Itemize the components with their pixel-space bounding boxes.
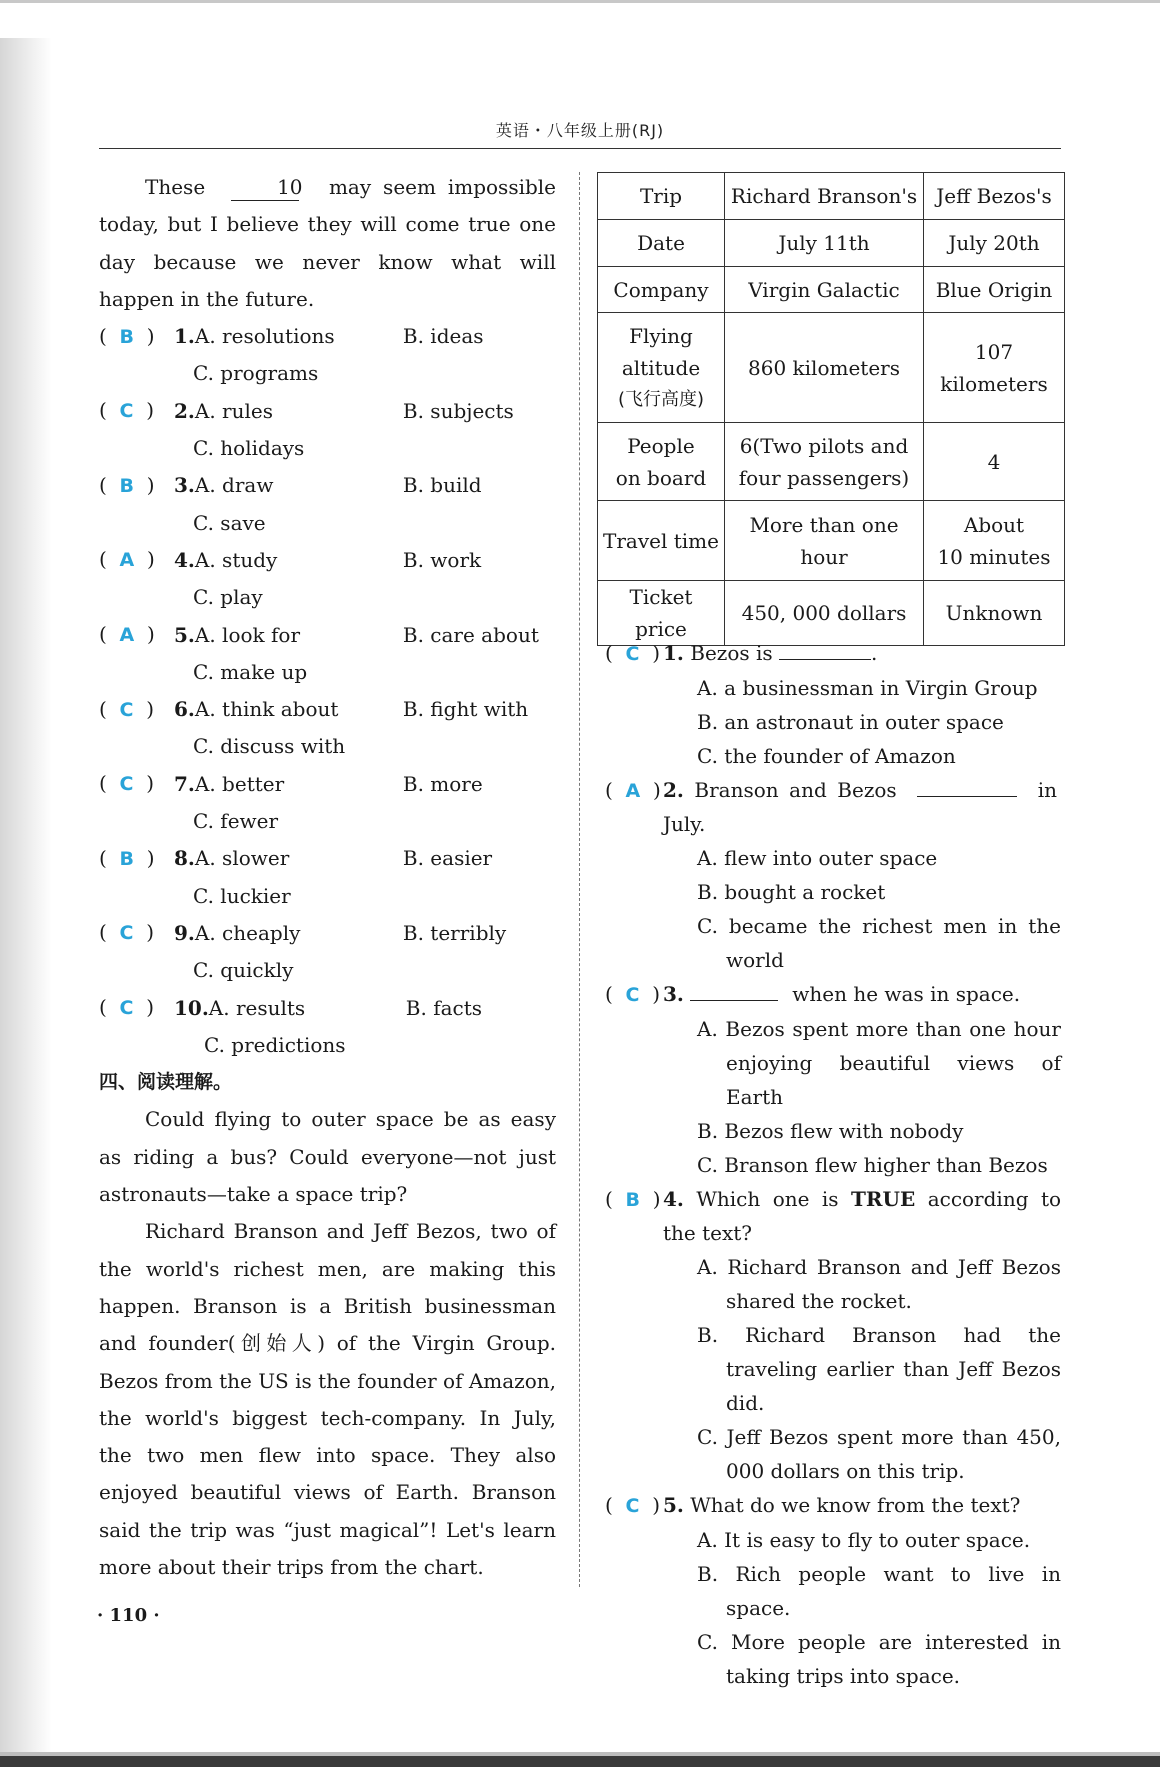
question-number: 4.: [174, 547, 195, 572]
cloze-question: [99, 766, 556, 803]
cloze-blank: 10: [231, 174, 299, 201]
option-b: B. work: [402, 547, 482, 572]
answer-mark: B: [119, 325, 135, 348]
page-top-edge: [0, 0, 1160, 3]
reading-question: [605, 773, 1061, 977]
question-stem: [663, 977, 1061, 1011]
answer-mark: C: [119, 922, 134, 945]
header-rule: [99, 148, 1061, 149]
answer-paren: ( B ): [99, 845, 155, 870]
question-number: 9.: [174, 920, 195, 945]
table-cell-line: 6(Two pilots and: [739, 433, 909, 458]
table-header-cell: Jeff Bezos's: [924, 173, 1065, 220]
option-a: A. draw: [194, 473, 274, 498]
question-stem: [663, 1182, 1061, 1250]
right-column: [605, 636, 1061, 1693]
question-number: 8.: [174, 846, 195, 871]
stem-text: when he was in space.: [792, 982, 1021, 1006]
option-b: B. build: [402, 473, 482, 498]
question-number: 7.: [174, 771, 195, 796]
table-cell: [924, 501, 1065, 581]
question-number: 10.: [174, 995, 209, 1020]
reading-paragraph: Could flying to outer space be as easy as riding a bus? Could everyone—not just astronauts—take a space trip?: [99, 1107, 556, 1207]
option-a: A. cheaply: [194, 920, 301, 945]
table-cell: July 11th: [725, 220, 924, 267]
answer-paren: ( B ): [99, 472, 155, 497]
option: B. Rich people want to live in space.: [697, 1562, 1061, 1620]
question-stem-row: [605, 977, 1061, 1012]
answer-paren: ( C ): [99, 771, 155, 796]
option: C. More people are interested in taking trips into space.: [697, 1630, 1061, 1688]
table-cell: [725, 423, 924, 501]
option-a: A. better: [194, 771, 285, 796]
option-b: B. more: [402, 771, 483, 796]
table-cell-line: on board: [615, 465, 707, 490]
question-number: 3.: [174, 473, 195, 498]
table-cell-line: More than one: [749, 512, 899, 537]
answer-mark: B: [625, 1189, 641, 1211]
table-cell: [598, 313, 725, 423]
trip-comparison-table: [597, 172, 1065, 646]
table-row: [598, 220, 1065, 267]
option: A. a businessman in Virgin Group: [697, 676, 1038, 700]
answer-mark: A: [119, 624, 135, 647]
table-cell: [598, 423, 725, 501]
question-number: 3.: [663, 982, 684, 1006]
column-divider: [579, 172, 580, 1587]
option: B. Bezos flew with nobody: [697, 1119, 964, 1143]
reading-paragraph: Richard Branson and Jeff Bezos, two of the world's richest men, are making this happen. Branson is a British businessman and founder(创始人) of the Virgin Group. Bezos from the US is the founder of Amazon, the world's biggest tech-company. In July, the two men flew into space. They also enjoyed beautiful views of Earth. Branson said the trip was “just magical”! Let's learn more about their trips from the chart.: [99, 1219, 556, 1579]
option-b: B. subjects: [402, 398, 514, 423]
option-list: [605, 1523, 1061, 1693]
stem-text: according to the text?: [663, 1187, 1062, 1245]
option: A. Bezos spent more than one hour enjoying beautiful views of Earth: [697, 1017, 1061, 1109]
table-cell: Travel time: [598, 501, 725, 581]
page-header: 英语・八年级上册(RJ): [495, 121, 665, 140]
option-c: C. make up: [193, 659, 308, 684]
option-b: B. terribly: [402, 920, 507, 945]
option: B. an astronaut in outer space: [697, 710, 1004, 734]
cloze-question-list: [99, 318, 556, 1064]
cloze-question: [99, 915, 556, 952]
answer-mark: C: [625, 1495, 640, 1517]
option-a: A. study: [194, 547, 278, 572]
option: A. flew into outer space: [697, 846, 938, 870]
option-b: B. easier: [402, 846, 493, 871]
question-stem-row: [605, 636, 1061, 671]
option-b: B. facts: [405, 995, 483, 1020]
option: C. Branson flew higher than Bezos: [697, 1153, 1048, 1177]
option-c: C. play: [193, 585, 263, 610]
page-left-shadow: [0, 38, 52, 1753]
answer-mark: C: [119, 698, 134, 721]
question-stem-row: [605, 1182, 1061, 1250]
answer-paren: ( C ): [99, 696, 155, 721]
answer-paren: ( C ): [99, 995, 155, 1020]
option: B. Richard Branson had the traveling earlier than Jeff Bezos did.: [697, 1323, 1061, 1415]
answer-paren: ( C ): [605, 1493, 661, 1517]
option-list: [605, 671, 1061, 773]
reading-question: [605, 1182, 1061, 1488]
answer-mark: B: [119, 847, 135, 870]
answer-paren: ( A ): [99, 547, 155, 572]
answer-mark: C: [119, 997, 134, 1020]
cloze-question: [99, 393, 556, 430]
table-cell-line: 107: [974, 339, 1014, 364]
option-b: B. care about: [402, 622, 539, 647]
option-b: B. ideas: [402, 324, 484, 349]
option: B. bought a rocket: [697, 880, 886, 904]
option-c: C. predictions: [204, 1032, 346, 1057]
question-number: 5.: [663, 1493, 684, 1517]
question-number: 1.: [174, 324, 195, 349]
table-cell: [924, 313, 1065, 423]
table-row: [598, 501, 1065, 581]
table-header-cell: Trip: [598, 173, 725, 220]
option-c: C. discuss with: [193, 734, 346, 759]
stem-text: Branson and Bezos: [694, 778, 897, 802]
question-number: 6.: [174, 697, 195, 722]
cloze-question: [99, 318, 556, 355]
option-a: A. look for: [194, 622, 301, 647]
cloze-question: [99, 990, 556, 1027]
table-cell: Blue Origin: [924, 267, 1065, 313]
cloze-question: [99, 691, 556, 728]
table-cell: Company: [598, 267, 725, 313]
reading-question: [605, 636, 1061, 773]
answer-blank: [690, 1000, 778, 1001]
answer-paren: ( B ): [605, 1187, 661, 1211]
answer-mark: A: [119, 549, 135, 572]
cloze-text-after: may seem impossible today, but I believe they will come true one day because we never know what will happen in the future.: [99, 175, 557, 311]
option-c: C. quickly: [193, 958, 294, 983]
option-a: A. slower: [194, 846, 290, 871]
stem-text: What do we know from the text?: [690, 1493, 1021, 1517]
answer-paren: ( A ): [605, 778, 661, 802]
answer-paren: ( C ): [99, 398, 155, 423]
cloze-question: [99, 840, 556, 877]
answer-mark: B: [119, 474, 135, 497]
answer-paren: ( C ): [99, 920, 155, 945]
table-cell-line: (飞行高度): [617, 388, 705, 410]
reading-question: [605, 977, 1061, 1182]
option: C. the founder of Amazon: [697, 744, 956, 768]
option-c: C. luckier: [193, 883, 291, 908]
option-a: A. results: [208, 995, 306, 1020]
table-cell: Date: [598, 220, 725, 267]
table-cell: 860 kilometers: [725, 313, 924, 423]
question-number: 4.: [663, 1187, 684, 1211]
table-cell: Virgin Galactic: [725, 267, 924, 313]
question-number: 1.: [663, 641, 684, 665]
option: A. Richard Branson and Jeff Bezos shared the rocket.: [697, 1255, 1061, 1313]
question-number: 2.: [663, 778, 684, 802]
table-cell: 450, 000 dollars: [725, 581, 924, 646]
table-cell: Ticket price: [598, 581, 725, 646]
table-header-cell: Richard Branson's: [725, 173, 924, 220]
answer-paren: ( B ): [99, 323, 155, 348]
table-cell-line: kilometers: [940, 371, 1048, 396]
table-row: [598, 423, 1065, 501]
stem-text: in July.: [663, 778, 1058, 836]
page-bottom-bar: [0, 1756, 1160, 1767]
answer-paren: ( A ): [99, 622, 155, 647]
table-cell-line: Flying: [629, 323, 693, 348]
stem-text: Bezos is: [690, 641, 773, 665]
option-c: C. fewer: [193, 809, 279, 834]
answer-blank: [779, 659, 871, 660]
table-cell-line: About: [963, 512, 1025, 537]
question-stem-row: [605, 1488, 1061, 1523]
left-column: [99, 169, 556, 1586]
table-cell: 4: [924, 423, 1065, 501]
cloze-text-before: These: [145, 175, 206, 199]
question-stem: [663, 636, 1061, 670]
option-c: C. programs: [193, 361, 319, 386]
answer-paren: ( C ): [605, 982, 661, 1006]
cloze-question: [99, 467, 556, 504]
table-cell-line: altitude: [621, 355, 701, 380]
table-cell: July 20th: [924, 220, 1065, 267]
stem-text: Which one is: [696, 1187, 839, 1211]
option-a: A. rules: [194, 398, 273, 423]
question-stem: [663, 773, 1061, 841]
stem-emphasis: TRUE: [851, 1187, 916, 1211]
table-cell-line: four passengers): [738, 465, 910, 490]
option: C. Jeff Bezos spent more than 450, 000 dollars on this trip.: [697, 1425, 1061, 1483]
option-a: A. think about: [194, 697, 339, 722]
option-b: B. fight with: [402, 697, 529, 722]
section-title: 四、阅读理解。: [99, 1071, 233, 1094]
option-list: [605, 1250, 1061, 1488]
cloze-question: [99, 617, 556, 654]
option-list: [605, 1012, 1061, 1182]
table-cell: [725, 501, 924, 581]
reading-question: [605, 1488, 1061, 1693]
option: A. It is easy to fly to outer space.: [697, 1528, 1031, 1552]
option-a: A. resolutions: [194, 324, 335, 349]
question-number: 2.: [174, 398, 195, 423]
answer-blank: [917, 796, 1017, 797]
table-cell-line: People: [627, 433, 695, 458]
answer-mark: C: [119, 400, 134, 423]
answer-mark: A: [625, 780, 641, 802]
option-c: C. save: [193, 510, 266, 535]
table-cell-line: hour: [800, 544, 848, 569]
option-c: C. holidays: [193, 436, 305, 461]
table-row: [598, 267, 1065, 313]
answer-mark: C: [625, 984, 640, 1006]
table-row: [598, 173, 1065, 220]
answer-mark: C: [119, 773, 134, 796]
page-number: · 110 ·: [97, 1605, 160, 1626]
question-number: 5.: [174, 622, 195, 647]
option-list: [605, 841, 1061, 977]
question-stem-row: [605, 773, 1061, 841]
answer-mark: C: [625, 643, 640, 665]
option: C. became the richest men in the world: [697, 914, 1061, 972]
answer-paren: ( C ): [605, 641, 661, 665]
table-cell-line: 10 minutes: [937, 544, 1051, 569]
table-cell: Unknown: [924, 581, 1065, 646]
table-row: [598, 313, 1065, 423]
question-stem: [663, 1488, 1061, 1522]
stem-text: .: [871, 641, 878, 665]
cloze-question: [99, 542, 556, 579]
cloze-passage-end: [99, 169, 556, 318]
